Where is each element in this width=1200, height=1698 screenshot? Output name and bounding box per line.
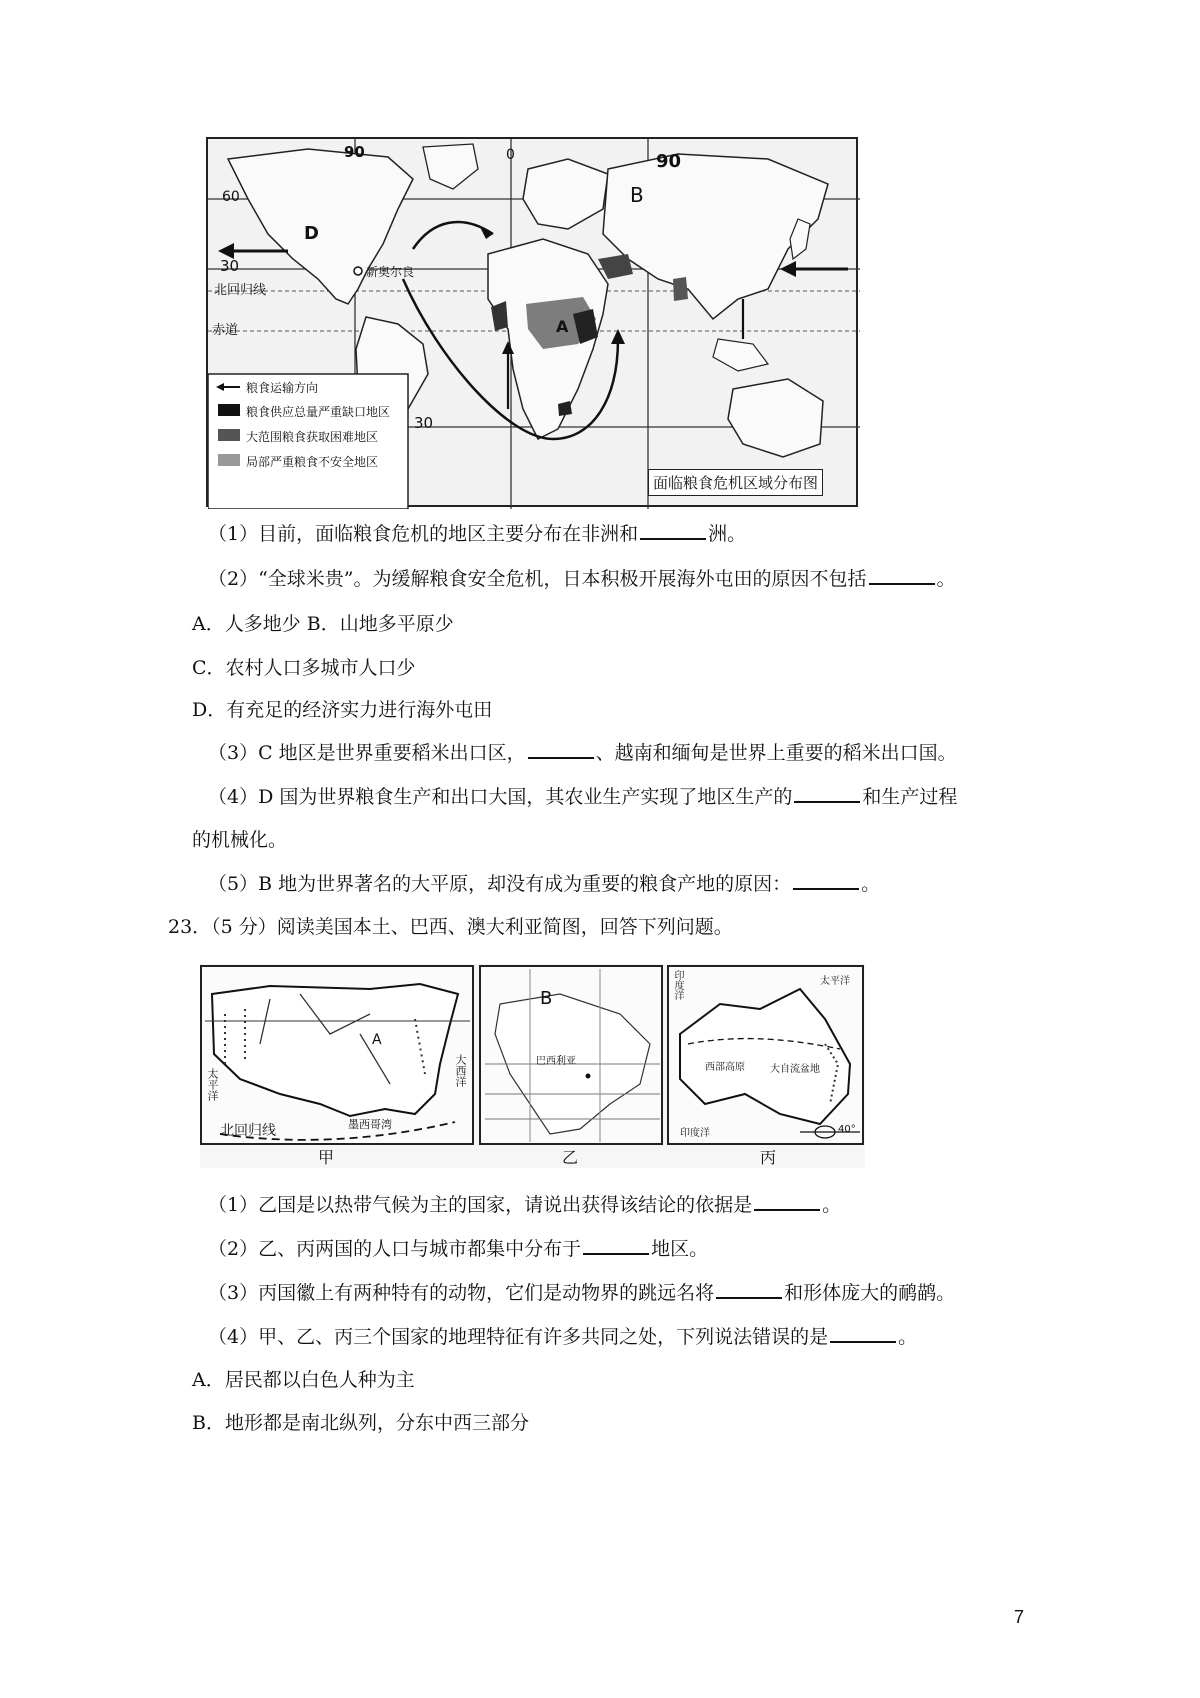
- usa-gulf-label: 墨西哥湾: [348, 1118, 392, 1131]
- q22-part4-text: （4）D 国为世界粮食生产和出口大国，其农业生产实现了地区生产的: [208, 786, 793, 808]
- answer-blank[interactable]: [869, 565, 935, 585]
- food-crisis-map: [206, 137, 858, 507]
- q22-part2-text: （2）“全球米贵”。为缓解粮食安全危机，日本积极开展海外屯田的原因不包括: [208, 568, 867, 590]
- q23-part1-tail: 。: [822, 1194, 842, 1216]
- q22-part1-text: （1）目前，面临粮食危机的地区主要分布在非洲和: [208, 523, 639, 545]
- q23-part2: [208, 1235, 708, 1263]
- region-b-label: B: [630, 183, 644, 207]
- q22-part5: [208, 870, 880, 898]
- q22-part4-continued: 的机械化。: [192, 829, 288, 851]
- lon-90w-label: 90: [344, 143, 365, 161]
- brazil-point-b: B: [540, 988, 553, 1009]
- q22-part5-tail: 。: [861, 873, 881, 895]
- aus-lat-40-label: 40°: [838, 1124, 856, 1135]
- q22-part3-tail: 、越南和缅甸是世界上重要的稻米出口国。: [595, 742, 957, 764]
- q23-part3-tail: 和形体庞大的鸸鹋。: [784, 1282, 956, 1304]
- q23-option-b: B．地形都是南北纵列，分东中西三部分: [192, 1412, 529, 1434]
- q23-title: 23．（5 分）阅读美国本土、巴西、澳大利亚简图，回答下列问题。: [168, 916, 733, 938]
- lat-60-label: 60: [222, 189, 240, 205]
- legend-item-severe-shortage: 粮食供应总量严重缺口地区: [246, 405, 391, 419]
- tropic-label: 北回归线: [214, 283, 267, 298]
- aus-pacific-label: 太平洋: [820, 976, 850, 987]
- q23-part4-tail: 。: [898, 1326, 918, 1348]
- q23-part2-text: （2）乙、丙两国的人口与城市都集中分布于: [208, 1238, 582, 1260]
- lat-30s-label: 30: [414, 414, 434, 432]
- brazil-capital-label: 巴西利亚: [536, 1056, 576, 1067]
- aus-indian-ocean-s-label: 印度洋: [680, 1128, 710, 1139]
- page-number: 7: [1014, 1607, 1025, 1627]
- answer-blank[interactable]: [583, 1235, 649, 1255]
- three-country-drawing: [200, 964, 865, 1168]
- q22-option-a: A．人多地少 B．山地多平原少: [192, 613, 454, 635]
- australia-caption: 丙: [760, 1148, 777, 1167]
- q23-part4: [208, 1323, 917, 1351]
- lon-90e-label: 90: [656, 151, 682, 172]
- aus-basin-label: 大自流盆地: [770, 1064, 820, 1075]
- lat-30-label: 30: [220, 257, 240, 275]
- q23-part2-tail: 地区。: [651, 1238, 709, 1260]
- usa-point-a: A: [372, 1032, 382, 1048]
- region-a-label: A: [556, 317, 569, 336]
- usa-caption: 甲: [318, 1148, 335, 1167]
- legend-item-local-insecurity: 局部严重粮食不安全地区: [246, 455, 379, 469]
- new-orleans-label: 新奥尔良: [366, 265, 415, 279]
- q22-part1: [208, 520, 746, 548]
- q23-part1: [208, 1191, 841, 1219]
- answer-blank[interactable]: [716, 1279, 782, 1299]
- answer-blank[interactable]: [830, 1323, 896, 1343]
- answer-blank[interactable]: [754, 1191, 820, 1211]
- q22-part2-tail: 。: [936, 568, 956, 590]
- three-country-maps: [200, 964, 865, 1168]
- q23-part3: [208, 1279, 955, 1307]
- q22-part1-tail: 洲。: [708, 523, 747, 545]
- answer-blank[interactable]: [528, 739, 594, 759]
- aus-west-plateau-label: 西部高原: [705, 1062, 745, 1073]
- legend-item-transport: 粮食运输方向: [246, 381, 319, 395]
- usa-pacific-label: 太平洋: [206, 1068, 219, 1101]
- answer-blank[interactable]: [640, 520, 706, 540]
- q23-part3-text: （3）丙国徽上有两种特有的动物，它们是动物界的跳远名将: [208, 1282, 715, 1304]
- q22-part3: [208, 739, 957, 767]
- q22-option-d: D．有充足的经济实力进行海外屯田: [192, 699, 493, 721]
- answer-blank[interactable]: [794, 783, 860, 803]
- answer-blank[interactable]: [793, 870, 859, 890]
- legend-item-wide-difficulty: 大范围粮食获取困难地区: [246, 430, 379, 444]
- q22-part4: [208, 783, 957, 811]
- usa-atlantic-label: 大西洋: [454, 1054, 467, 1087]
- q23-part1-text: （1）乙国是以热带气候为主的国家，请说出获得该结论的依据是: [208, 1194, 753, 1216]
- map-caption: 面临粮食危机区域分布图: [648, 469, 823, 496]
- equator-label: 赤道: [212, 323, 239, 338]
- aus-indian-ocean-nw-label: 印度洋: [672, 970, 683, 1000]
- q22-part5-text: （5）B 地为世界著名的大平原，却没有成为重要的粮食产地的原因：: [208, 873, 792, 895]
- lon-0-label: 0: [506, 147, 515, 163]
- q22-part2: [208, 565, 956, 593]
- q22-part4-tail: 和生产过程: [862, 786, 958, 808]
- q22-option-c: C．农村人口多城市人口少: [192, 657, 416, 679]
- brazil-caption: 乙: [562, 1148, 579, 1167]
- usa-tropic-label: 北回归线: [220, 1123, 276, 1139]
- q23-option-a: A．居民都以白色人种为主: [192, 1369, 415, 1391]
- q22-part3-text: （3）C 地区是世界重要稻米出口区，: [208, 742, 526, 764]
- region-d-label: D: [304, 223, 319, 244]
- q23-part4-text: （4）甲、乙、丙三个国家的地理特征有许多共同之处，下列说法错误的是: [208, 1326, 829, 1348]
